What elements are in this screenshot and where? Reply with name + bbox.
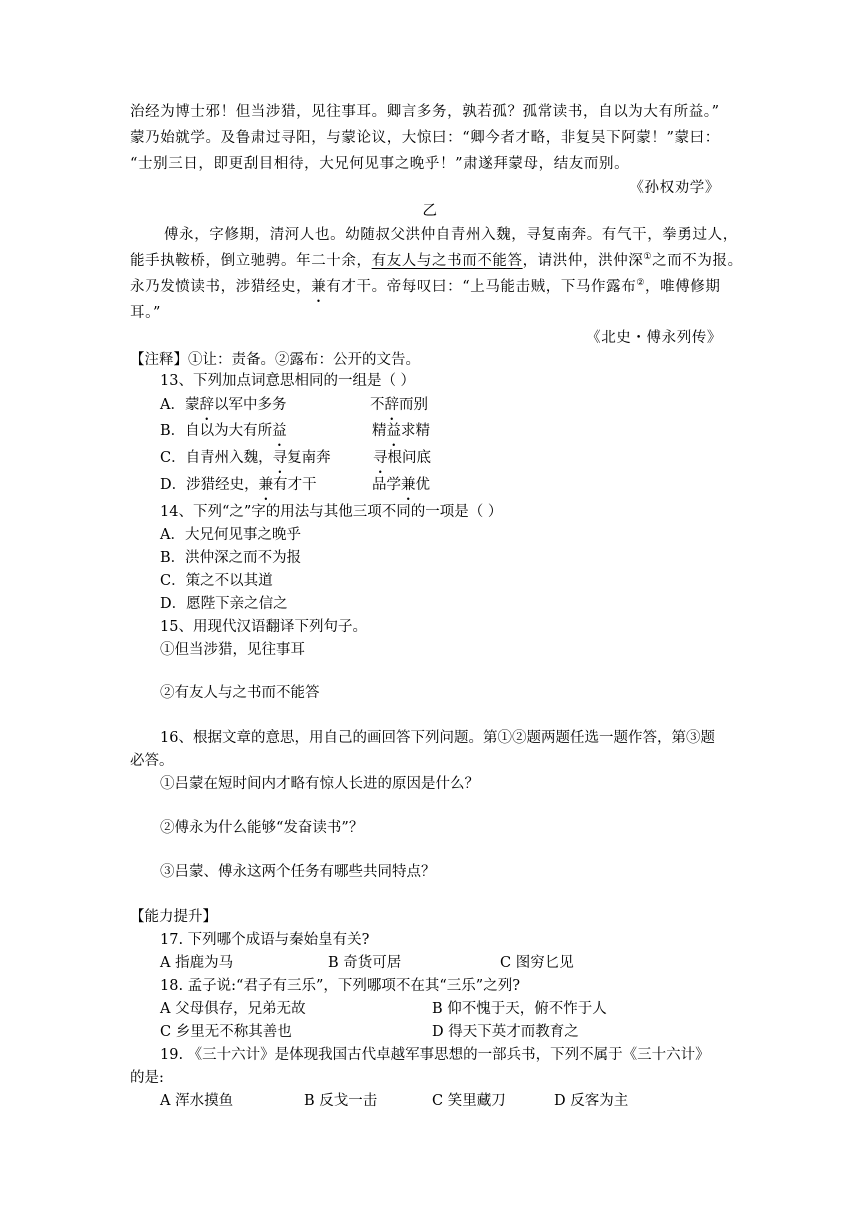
- q19-option-a: A 浑水摸鱼: [160, 1093, 234, 1109]
- emphasized-char: 益: [386, 423, 401, 439]
- option-text: 求精: [401, 423, 430, 439]
- option-label: A．: [160, 397, 185, 413]
- passage-yi-line-3-pre: 永乃发愤读书，涉猎经史，: [130, 279, 312, 295]
- passage-yi-heading: 乙: [422, 203, 438, 219]
- option-text: 品学: [372, 477, 401, 493]
- underlined-sentence: 有友人与之书而不能答: [371, 253, 523, 269]
- emphasized-char: 寻: [373, 450, 388, 466]
- passage-yi-line-2-pre: 能手执鞍桥，倒立驰骋。年二十余，: [130, 253, 372, 269]
- passage-yi-line-1: 傅永，字修期，清河人也。幼随叔父洪仲自青州入魏，寻复南奔。有气干，拳勇过人，: [164, 227, 738, 243]
- q19-option-c: C 笑里藏刀: [432, 1093, 506, 1109]
- q13-option-a-compare: [370, 395, 428, 415]
- q16-item-3: ③吕蒙、傅永这两个任务有哪些共同特点？: [160, 864, 436, 880]
- q13-option-b-compare: [372, 421, 430, 441]
- passage-yi-line-4: 耳。”: [130, 305, 161, 321]
- passage-jia-line-2: 蒙乃始就学。及鲁肃过寻阳，与蒙论议，大惊曰：“卿今者才略，非复吴下阿蒙！”蒙曰：: [130, 130, 720, 146]
- q18-option-d: D 得天下英才而教育之: [432, 1024, 579, 1040]
- question-19-stem-line-2: 的是:: [130, 1070, 164, 1086]
- q14-option-a: A．大兄何见事之晚乎: [160, 527, 301, 543]
- option-text: 有才干: [273, 477, 317, 493]
- question-13-stem: 13、下列加点词意思相同的一组是（ ）: [160, 373, 416, 389]
- option-text: 涉猎经史，: [186, 477, 259, 493]
- passage-yi-line-3: [130, 277, 721, 297]
- question-14-stem: 14、下列“之”字的用法与其他三项不同的一项是（ ）: [160, 504, 503, 520]
- emphasized-char: 辞: [199, 397, 214, 413]
- q13-option-d-compare: [372, 475, 430, 495]
- q17-option-a: A 指鹿为马: [160, 955, 234, 971]
- question-17-stem: 17. 下列哪个成语与秦始皇有关?: [160, 932, 370, 948]
- q19-option-d: D 反客为主: [554, 1093, 629, 1109]
- passage-jia-source: 《孙权劝学》: [629, 180, 720, 196]
- option-text: 优: [415, 477, 430, 493]
- option-label: B．: [160, 423, 186, 439]
- passage-yi-line-3-mid: 有才干。帝每叹曰：“上马能击贼，下马作露布: [326, 279, 637, 295]
- emphasized-char: 益: [272, 423, 287, 439]
- option-text: 不: [370, 397, 385, 413]
- q15-item-1: ①但当涉猎，见往事耳: [160, 642, 305, 658]
- option-text: 精: [372, 423, 387, 439]
- q13-option-b: [160, 421, 287, 441]
- option-text: 自以为大有所: [185, 423, 273, 439]
- option-text: 以军中多务: [213, 397, 287, 413]
- emphasized-char: 兼: [401, 477, 416, 493]
- passage-yi-line-3-end: ，唯傅修期: [645, 279, 721, 295]
- q13-option-d: [160, 475, 317, 495]
- q14-option-d: D．愿陛下亲之信之: [160, 596, 288, 612]
- question-16-stem-line-1: 16、根据文章的意思，用自己的画回答下列问题。第①②题两题任选一题作答，第③题: [160, 730, 715, 746]
- passage-yi-line-2-end: 之而不为报。: [652, 253, 743, 269]
- q14-option-b: B．洪仲深之而不为报: [160, 550, 302, 566]
- q15-item-2: ②有友人与之书而不能答: [160, 685, 320, 701]
- passage-jia-line-1: 治经为博士邪！但当涉猎，见往事耳。卿言多务，孰若孤？孤常读书，自以为大有所益。”: [130, 104, 720, 120]
- q18-option-b: B 仰不愧于天，俯不怍于人: [432, 1001, 607, 1017]
- option-label: C．: [160, 450, 186, 466]
- q13-option-c-compare: [373, 448, 431, 468]
- q19-option-b: B 反戈一击: [304, 1093, 378, 1109]
- q13-option-a: [160, 395, 286, 415]
- annotation-notes: 【注释】①让：责备。②露布：公开的文告。: [130, 352, 420, 368]
- emphasized-char: 辞: [384, 397, 399, 413]
- option-text: 自青州入魏，: [185, 450, 273, 466]
- question-18-stem: 18. 孟子说:“君子有三乐”，下列哪项不在其“三乐”之列?: [160, 978, 520, 994]
- q13-option-c: [160, 448, 331, 468]
- passage-yi-line-2-post: ，请洪仲，洪仲深: [522, 253, 644, 269]
- section-heading-ability: 【能力提升】: [130, 909, 217, 925]
- emphasized-char: 兼: [258, 477, 274, 493]
- option-text: 蒙: [184, 397, 200, 413]
- option-text: 复南奔: [287, 450, 331, 466]
- q18-option-a: A 父母俱存，兄弟无故: [160, 1001, 306, 1017]
- q16-item-2: ②傅永为什么能够“发奋读书”？: [160, 820, 364, 836]
- passage-jia-line-3: “士别三日，即更刮目相待，大兄何见事之晚乎！”肃遂拜蒙母，结友而别。: [130, 156, 630, 172]
- passage-yi-line-2: [130, 251, 743, 271]
- q16-item-1: ①吕蒙在短时间内才略有惊人长进的原因是什么？: [160, 776, 479, 792]
- option-text: 而别: [399, 397, 428, 413]
- question-16-stem-line-2: 必答。: [130, 753, 174, 769]
- question-15-stem: 15、用现代汉语翻译下列句子。: [160, 619, 367, 635]
- q17-option-b: B 奇货可居: [328, 955, 402, 971]
- note-1-marker: ①: [643, 252, 653, 262]
- note-2-marker: ②: [636, 278, 645, 288]
- q17-option-c: C 图穷匕见: [500, 955, 574, 971]
- q14-option-c: C．策之不以其道: [160, 573, 273, 589]
- q18-option-c: C 乡里无不称其善也: [160, 1024, 292, 1040]
- option-label: D．: [160, 477, 187, 493]
- emphasized-char: 兼: [311, 279, 327, 295]
- question-19-stem-line-1: 19. 《三十六计》是体现我国古代卓越军事思想的一部兵书，下列不属于《三十六计》: [160, 1047, 710, 1063]
- option-text: 根问底: [387, 450, 431, 466]
- emphasized-char: 寻: [272, 450, 288, 466]
- passage-yi-source: 《北史・傅永列传》: [586, 330, 722, 346]
